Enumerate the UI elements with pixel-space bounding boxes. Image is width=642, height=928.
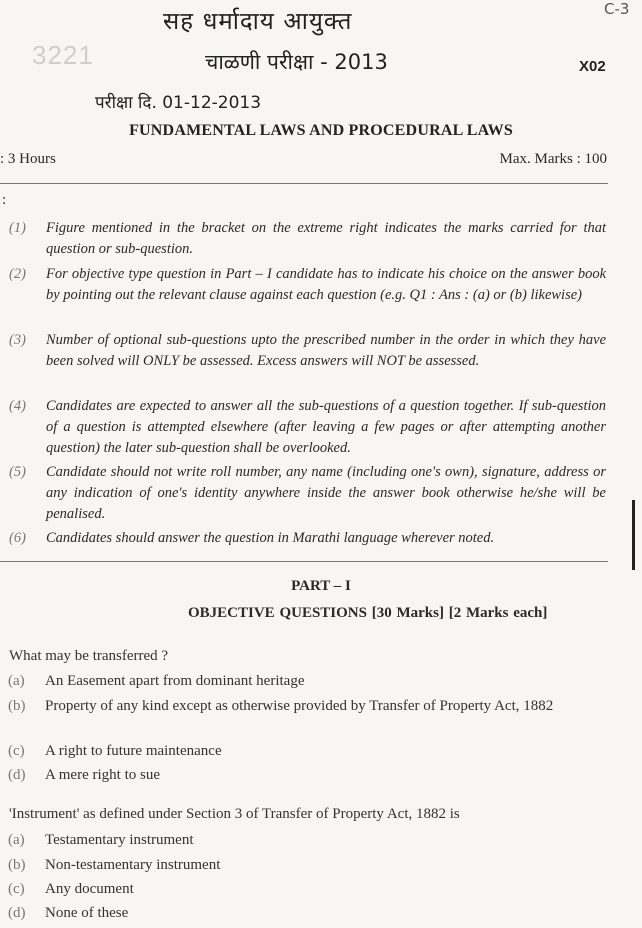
instruction-number: (4) <box>9 398 26 414</box>
instruction-number: (2) <box>9 266 26 282</box>
question-option <box>0 765 608 785</box>
paper-number: 3221 <box>32 40 94 70</box>
paper-code: X02 <box>579 58 606 75</box>
question-text: 'Instrument' as defined under Section 3 of Transfer of Property Act, 1882 is <box>9 806 460 822</box>
duration: : 3 Hours <box>0 151 56 167</box>
divider <box>0 183 608 184</box>
part-title: PART – I <box>291 578 351 594</box>
instruction-item <box>0 330 608 393</box>
instructions-lead: : <box>2 192 7 208</box>
instruction-number: (1) <box>9 220 26 236</box>
instruction-text: For objective type question in Part – I candidate has to indicate his choice on the answer book by pointing out the relevant clause against each question (e.g. Q1 : Ans : (a) or (b) likewise) <box>46 266 606 303</box>
option-label: (c) <box>8 881 25 897</box>
option-text: A mere right to sue <box>45 767 160 783</box>
instruction-item <box>0 528 608 549</box>
question-option <box>0 855 608 875</box>
option-text: Any document <box>45 881 134 897</box>
option-label: (a) <box>8 832 25 848</box>
max-marks: Max. Marks : 100 <box>499 151 607 167</box>
option-label: (d) <box>8 767 26 783</box>
instruction-item <box>0 218 608 260</box>
option-text: None of these <box>45 905 129 921</box>
option-label: (b) <box>8 857 26 873</box>
question-option <box>0 741 608 761</box>
option-text: Non-testamentary instrument <box>45 857 221 873</box>
option-label: (a) <box>8 673 25 689</box>
question-option <box>0 903 608 923</box>
instruction-text: Candidate should not write roll number, any name (including one's own), signature, address or any indication of one's identity anywhere inside the answer book otherwise he/she will be penalised. <box>46 464 606 522</box>
question-option <box>0 879 608 899</box>
handwritten-date: परीक्षा दि. 01-12-2013 <box>95 93 262 113</box>
divider <box>0 561 608 562</box>
question-option <box>0 671 608 691</box>
instruction-text: Figure mentioned in the bracket on the extreme right indicates the marks carried for that question or sub-question. <box>46 220 606 257</box>
instruction-text: Candidates should answer the question in Marathi language wherever noted. <box>46 530 495 546</box>
instruction-number: (6) <box>9 530 26 546</box>
instruction-item <box>0 264 608 327</box>
option-text: An Easement apart from dominant heritage <box>45 673 305 689</box>
option-text: Property of any kind except as otherwise provided by Transfer of Property Act, 1882 <box>45 698 554 714</box>
instruction-number: (5) <box>9 464 26 480</box>
question-text: What may be transferred ? <box>9 648 169 664</box>
paper-title: FUNDAMENTAL LAWS AND PROCEDURAL LAWS <box>129 122 513 139</box>
question-option <box>0 830 608 850</box>
handwritten-title: सह धर्मादाय आयुक्त <box>163 7 353 35</box>
instruction-text: Candidates are expected to answer all the sub-questions of a question together. If sub-question of a question is attempted elsewhere (after leaving a few pages or after attempting another question) the later sub-question shall be overlooked. <box>46 398 606 456</box>
handwritten-corner-note: C-3 <box>604 0 630 18</box>
option-label: (b) <box>8 698 26 714</box>
handwritten-subtitle: चाळणी परीक्षा - 2013 <box>205 50 388 74</box>
option-text: A right to future maintenance <box>45 743 222 759</box>
instruction-item <box>0 396 608 459</box>
option-label: (d) <box>8 905 26 921</box>
instruction-number: (3) <box>9 332 26 348</box>
option-label: (c) <box>8 743 25 759</box>
scan-edge-mark <box>632 500 635 570</box>
part-subtitle: OBJECTIVE QUESTIONS [30 Marks] [2 Marks each] <box>188 605 548 621</box>
instruction-text: Number of optional sub-questions upto the prescribed number in the order in which they have been solved will ONLY be assessed. Excess answers will NOT be assessed. <box>46 332 606 369</box>
instruction-item <box>0 462 608 525</box>
option-text: Testamentary instrument <box>45 832 194 848</box>
question-option <box>0 696 608 736</box>
